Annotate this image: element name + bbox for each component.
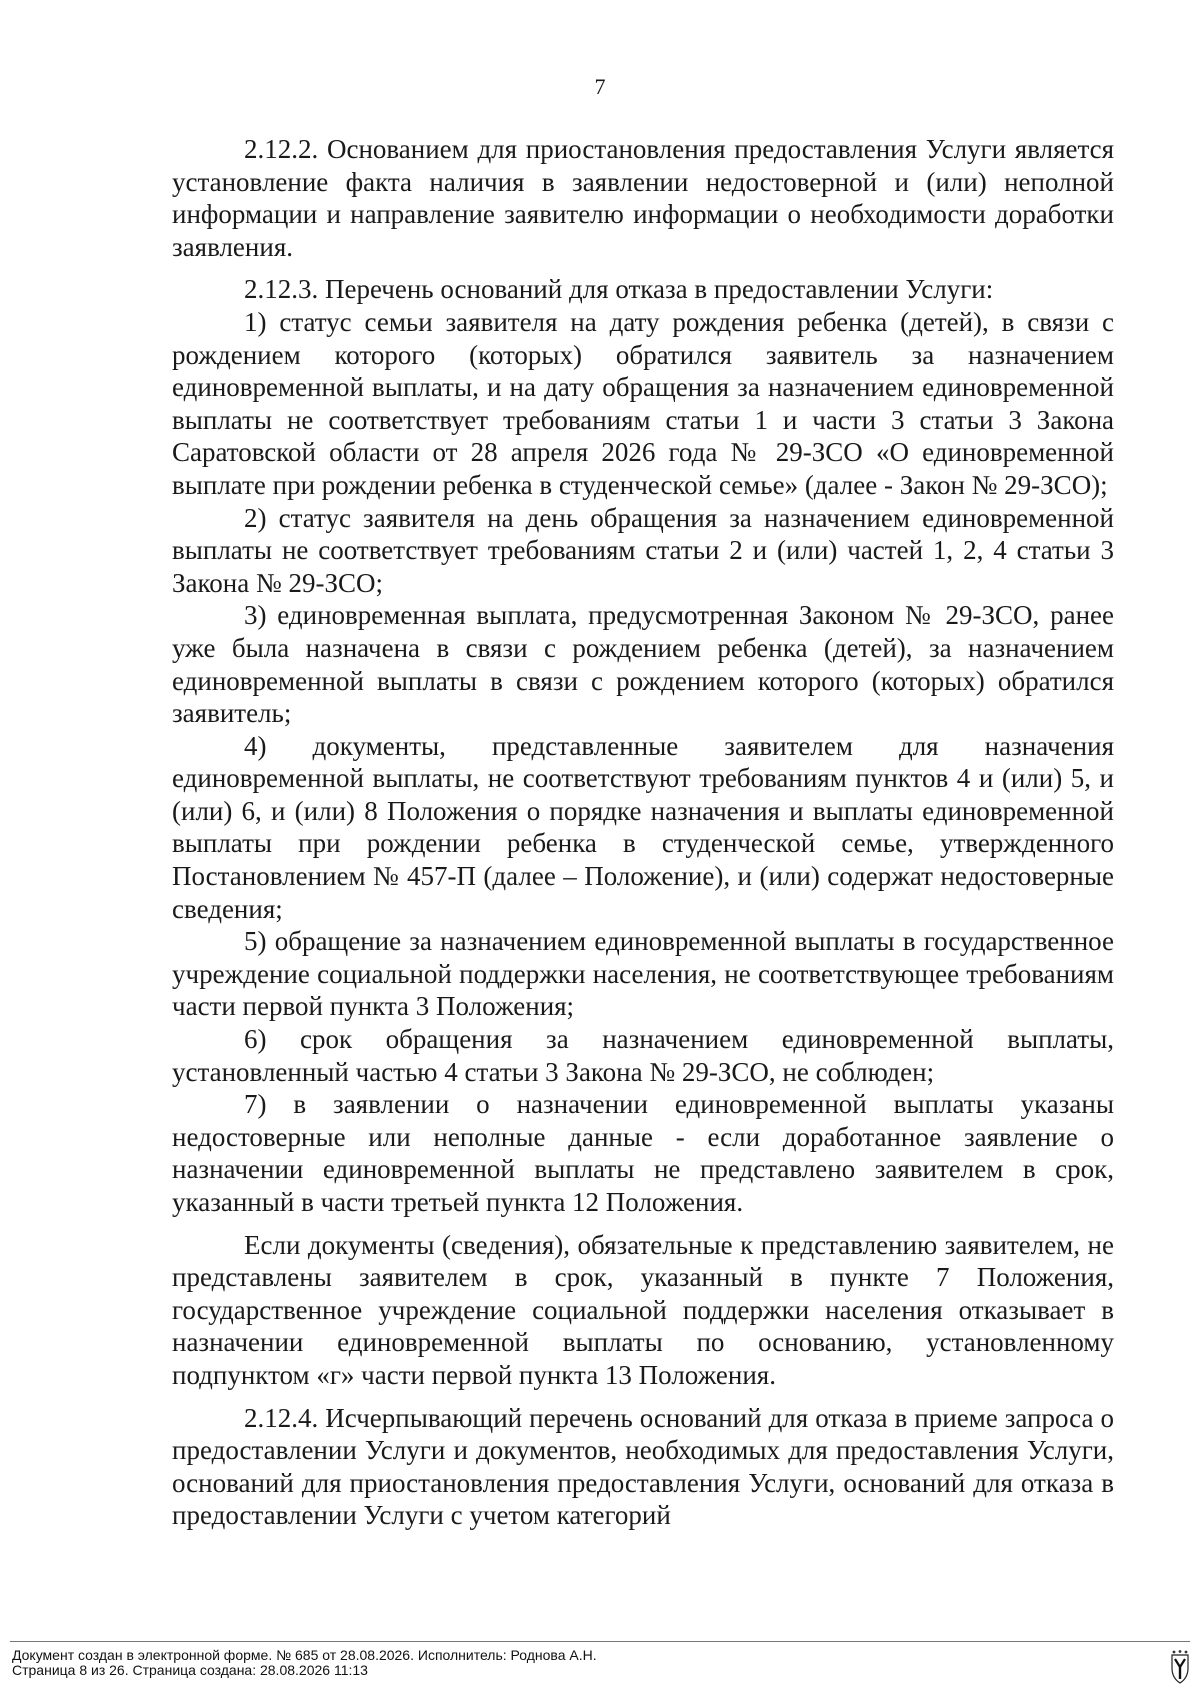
list-item-3: 3) единовременная выплата, предусмотренная Законом № 29-ЗСО, ранее уже была назначена в связи с рождением ребенка (детей), за назначением единовременной выплаты в связи с рождением которого (которых) обратился заявитель; — [172, 600, 1114, 729]
list-item-2: 2) статус заявителя на день обращения за назначением единовременной выплаты не соответствует требованиям статьи 2 и (или) частей 1, 2, 4 статьи 3 Закона № 29-ЗСО; — [172, 502, 1114, 598]
coat-of-arms-icon — [1170, 1650, 1190, 1684]
list-item-4: 4) документы, представленные заявителем для назначения единовременной выплаты, не соответствуют требованиям пунктов 4 и (или) 5, и (или) 6, и (или) 8 Положения о порядке назначения и выплаты единовременной выплаты при рождении ребенка в студенческой семье, утвержденного Постановлением № 457-П (далее – Положение), и (или) содержат недостоверные сведения; — [172, 730, 1114, 924]
list-item-6: 6) срок обращения за назначением единовременной выплаты, установленный частью 4 статьи 3 Закона № 29-ЗСО, не соблюден; — [172, 1024, 1114, 1087]
page-number: 7 — [594, 74, 606, 99]
paragraph-2-12-4: 2.12.4. Исчерпывающий перечень оснований для отказа в приеме запроса о предоставлении Услуги и документов, необходимых для предоставления Услуги, оснований для приостановления предоставления Услуги, оснований для отказа в предоставлении Услуги с учетом категорий — [172, 1402, 1114, 1531]
paragraph-2-12-3: 2.12.3. Перечень оснований для отказа в предоставлении Услуги: — [244, 274, 994, 305]
paragraph-documents-not-provided: Если документы (сведения), обязательные к представлению заявителем, не представлены заявителем в срок, указанный в пункте 7 Положения, государственное учреждение социальной поддержки населения отказывает в назначении единовременной выплаты по основанию, установленному подпунктом «г» части первой пункта 13 Положения. — [172, 1229, 1114, 1390]
footer-page-info: Страница 8 из 26. Страница создана: 28.08.2026 11:13 — [12, 1662, 368, 1678]
document-body — [172, 133, 1114, 1532]
paragraph-2-12-2: 2.12.2. Основанием для приостановления предоставления Услуги является установление факта наличия в заявлении недостоверной и (или) неполной информации и направление заявителю информации о необходимости доработки заявления. — [172, 134, 1114, 262]
footer-document-info: Документ создан в электронной форме. № 685 от 28.08.2026. Исполнитель: Роднова А.Н. — [12, 1647, 597, 1663]
list-item-5: 5) обращение за назначением единовременной выплаты в государственное учреждение социальной поддержки населения, не соответствующее требованиям части первой пункта 3 Положения; — [172, 926, 1114, 1022]
document-footer — [12, 1648, 597, 1678]
list-item-1: 1) статус семьи заявителя на дату рождения ребенка (детей), в связи с рождением которого (которых) обратился заявитель за назначением единовременной выплаты, и на дату обращения за назначением единовременной выплаты не соответствует требованиям статьи 1 и части 3 статьи 3 Закона Саратовской области от 28 апреля 2026 года № 29-ЗСО «О единовременной выплате при рождении ребенка в студенческой семье» (далее - Закон № 29-ЗСО); — [172, 306, 1114, 500]
footer-divider — [10, 1641, 1190, 1642]
list-item-7: 7) в заявлении о назначении единовременной выплаты указаны недостоверные или неполные данные - если доработанное заявление о назначении единовременной выплаты не представлено заявителем в срок, указанный в части третьей пункта 12 Положения. — [172, 1089, 1114, 1217]
